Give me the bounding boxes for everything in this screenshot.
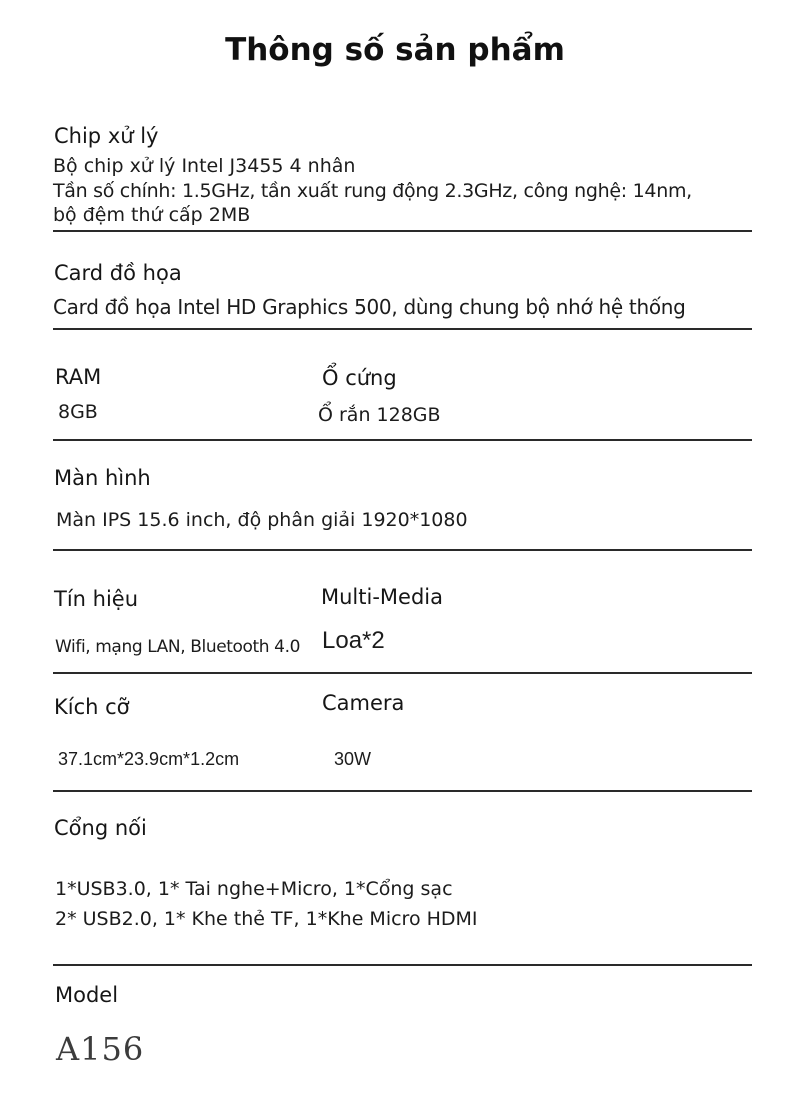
- spec-label-gpu: Card đồ họa: [54, 261, 182, 285]
- spec-value-cpu-line-1: Bộ chip xử lý Intel J3455 4 nhân: [53, 155, 356, 177]
- spec-value-multimedia: Loa*2: [322, 627, 385, 654]
- divider: [53, 439, 752, 441]
- spec-label-cpu: Chip xử lý: [54, 124, 159, 148]
- divider: [53, 328, 752, 330]
- spec-label-camera: Camera: [322, 691, 405, 715]
- divider: [53, 790, 752, 792]
- spec-label-storage: Ổ cứng: [322, 366, 397, 390]
- spec-label-signal: Tín hiệu: [54, 587, 139, 611]
- spec-label-display: Màn hình: [54, 466, 151, 490]
- divider: [53, 964, 752, 966]
- divider: [53, 549, 752, 551]
- spec-value-size: 37.1cm*23.9cm*1.2cm: [58, 749, 240, 769]
- spec-label-size: Kích cỡ: [54, 695, 130, 719]
- divider: [53, 230, 752, 232]
- spec-value-cpu-line-3: bộ đệm thứ cấp 2MB: [53, 204, 251, 226]
- spec-value-cpu-line-2: Tần số chính: 1.5GHz, tần xuất rung động 2.3GHz, công nghệ: 14nm,: [53, 180, 692, 202]
- spec-value-display: Màn IPS 15.6 inch, độ phân giải 1920*1080: [56, 509, 468, 531]
- spec-label-ram: RAM: [55, 365, 102, 389]
- spec-value-ports-line-2: 2* USB2.0, 1* Khe thẻ TF, 1*Khe Micro HDMI: [55, 908, 478, 930]
- spec-label-multimedia: Multi-Media: [321, 585, 443, 609]
- divider: [53, 672, 752, 674]
- spec-value-ports-line-1: 1*USB3.0, 1* Tai nghe+Micro, 1*Cổng sạc: [55, 878, 453, 900]
- spec-label-ports: Cổng nối: [54, 816, 147, 840]
- spec-value-model: A156: [56, 1030, 145, 1068]
- spec-value-gpu: Card đồ họa Intel HD Graphics 500, dùng chung bộ nhớ hệ thống: [53, 295, 686, 319]
- spec-value-storage: Ổ rắn 128GB: [318, 404, 441, 426]
- spec-value-signal: Wifi, mạng LAN, Bluetooth 4.0: [55, 637, 301, 657]
- spec-value-ram: 8GB: [58, 401, 98, 423]
- page-title: Thông số sản phẩm: [225, 32, 565, 68]
- spec-value-camera: 30W: [334, 749, 372, 769]
- spec-label-model: Model: [55, 983, 119, 1007]
